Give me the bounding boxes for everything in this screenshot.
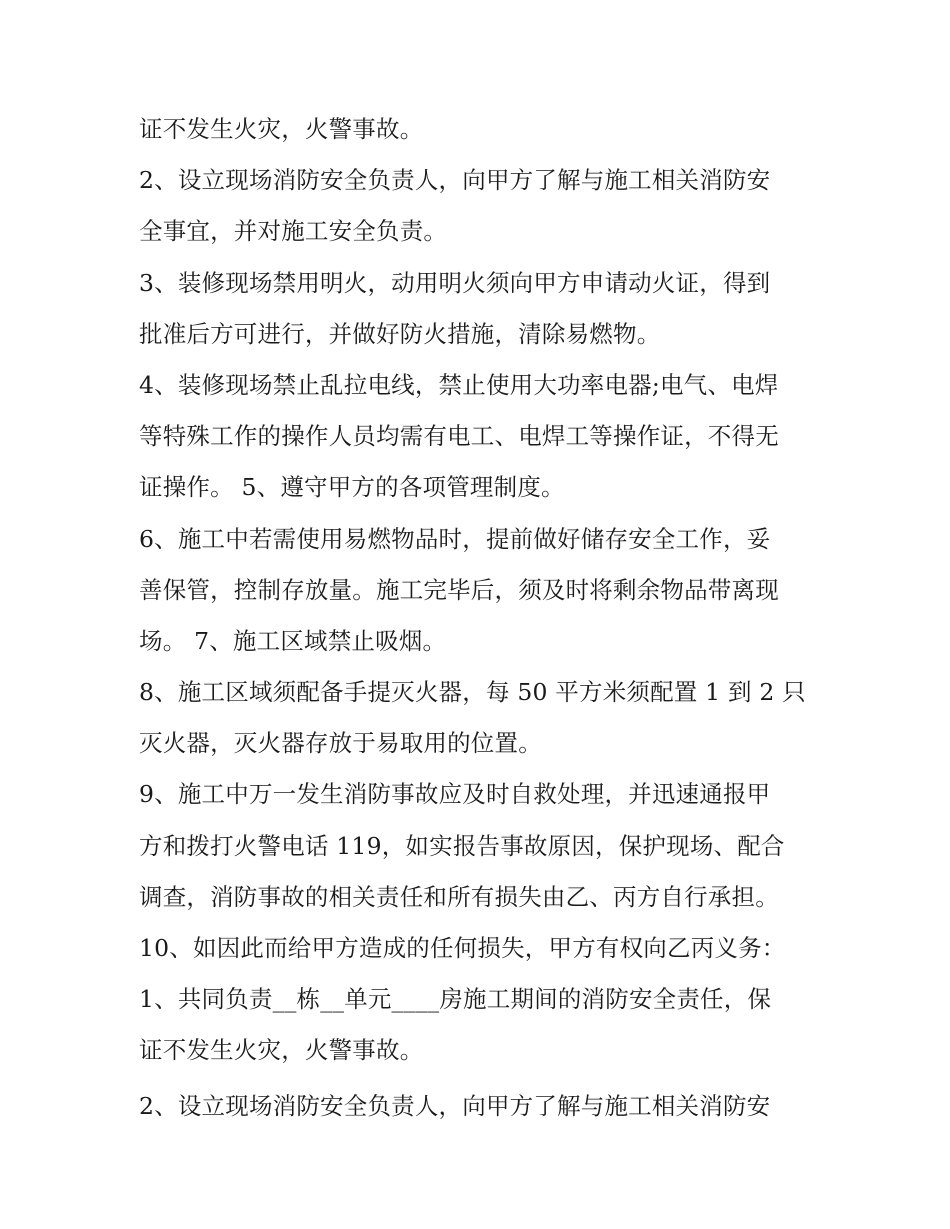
text-line: 4、装修现场禁止乱拉电线，禁止使用大功率电器;电气、电焊 — [139, 370, 779, 399]
text-line: 灭火器，灭火器存放于易取用的位置。 — [139, 729, 542, 758]
text-line: 全事宜，并对施工安全负责。 — [139, 217, 448, 246]
text-line: 9、施工中万一发生消防事故应及时自救处理，并迅速通报甲 — [139, 780, 771, 809]
text-line: 调查，消防事故的相关责任和所有损失由乙、丙方自行承担。 — [139, 882, 779, 911]
text-line: 证不发生火灾，火警事故。 — [139, 1036, 424, 1065]
text-line: 证操作。 5、遵守甲方的各项管理制度。 — [139, 473, 565, 502]
text-line: 证不发生火灾，火警事故。 — [139, 115, 424, 143]
text-line: 6、施工中若需使用易燃物品时，提前做好储存安全工作，妥 — [139, 524, 771, 553]
document-body — [139, 104, 829, 1132]
text-line: 等特殊工作的操作人员均需有电工、电焊工等操作证，不得无 — [139, 422, 779, 451]
text-line: 10、如因此而给甲方造成的任何损失，甲方有权向乙丙义务： — [139, 934, 786, 962]
text-line: 1、共同负责__栋__单元____房施工期间的消防安全责任，保 — [139, 985, 772, 1014]
text-line: 8、施工区域须配备手提灭火器，每 50 平方米须配置 1 到 2 只 — [139, 678, 806, 707]
text-line: 2、设立现场消防安全负责人，向甲方了解与施工相关消防安 — [139, 166, 771, 195]
text-line: 方和拨打火警电话 119，如实报告事故原因，保护现场、配合 — [139, 831, 785, 860]
text-line: 2、设立现场消防安全负责人，向甲方了解与施工相关消防安 — [139, 1091, 771, 1120]
text-line: 善保管，控制存放量。施工完毕后，须及时将剩余物品带离现 — [139, 575, 779, 604]
text-line: 场。 7、施工区域禁止吸烟。 — [139, 626, 447, 655]
text-line: 批准后方可进行，并做好防火措施，清除易燃物。 — [139, 319, 661, 348]
text-line: 3、装修现场禁用明火，动用明火须向甲方申请动火证，得到 — [139, 268, 771, 297]
